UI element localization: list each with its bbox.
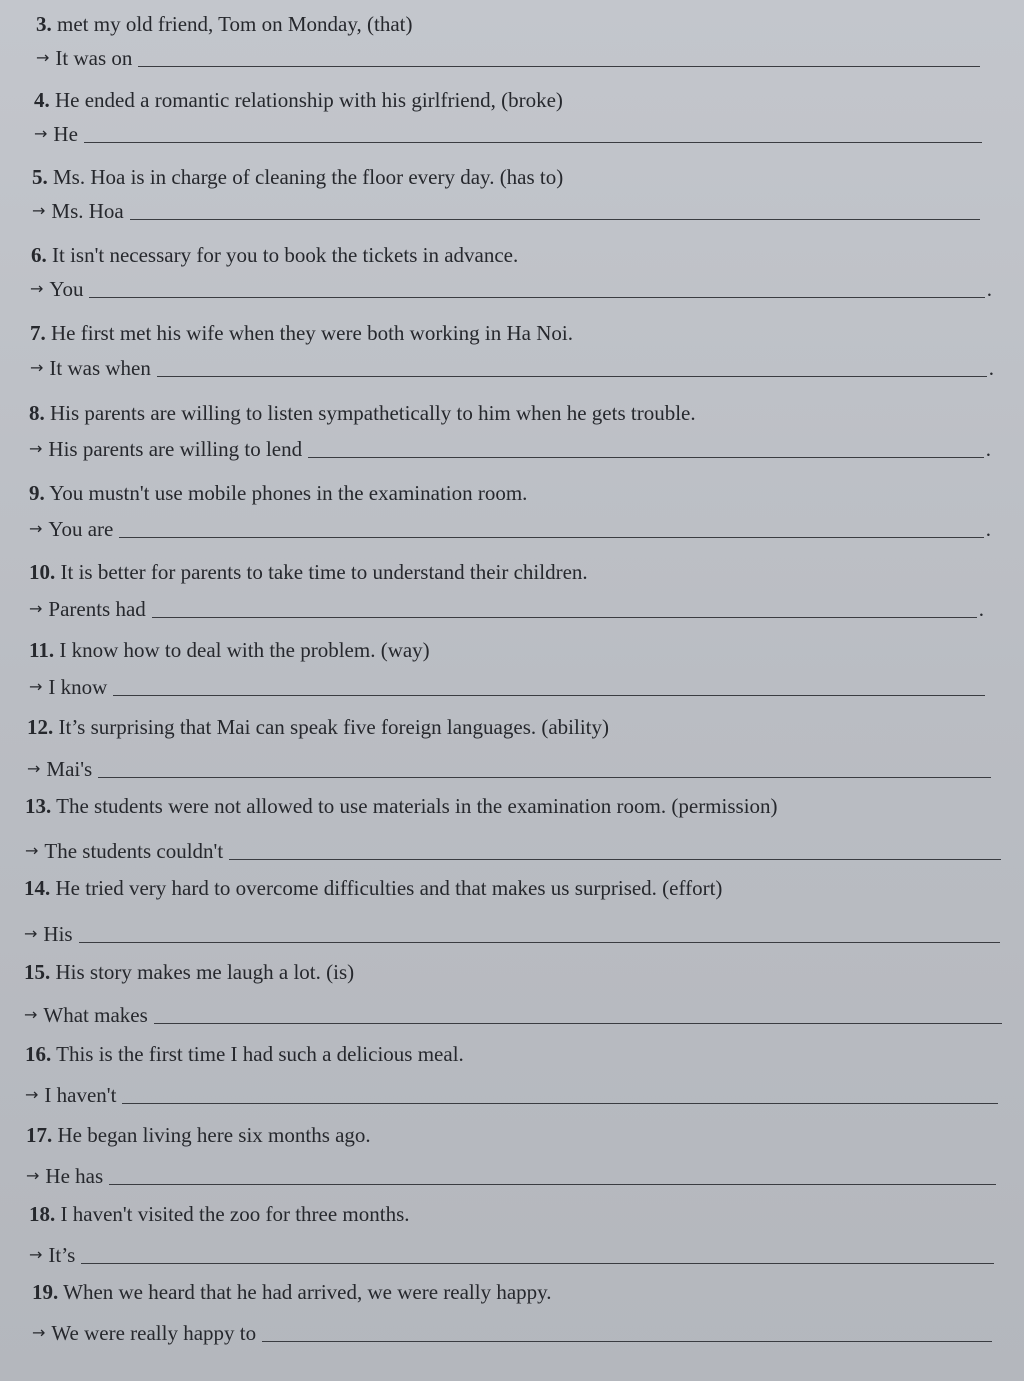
question-11: 11. I know how to deal with the problem. (way) <box>29 638 430 662</box>
answer-14: → His <box>24 921 1002 947</box>
answer-17: → He has <box>26 1163 998 1189</box>
question-6: 6. It isn't necessary for you to book the tickets in advance. <box>31 243 519 267</box>
answer-15: → What makes <box>24 1002 1004 1028</box>
answer-line[interactable] <box>152 616 977 618</box>
answer-line[interactable] <box>119 536 983 538</box>
question-8: 8. His parents are willing to listen sympathetically to him when he gets trouble. <box>29 401 696 425</box>
answer-16: → I haven't <box>25 1082 1000 1108</box>
answer-10: → Parents had . <box>29 597 984 621</box>
question-3: 3. met my old friend, Tom on Monday, (that) <box>36 12 413 36</box>
question-9: 9. You mustn't use mobile phones in the examination room. <box>29 481 528 505</box>
answer-line[interactable] <box>138 65 980 67</box>
answer-7: → It was when . <box>30 356 994 380</box>
answer-18: → It’s <box>29 1242 996 1268</box>
answer-6: → You . <box>30 277 992 301</box>
answer-line[interactable] <box>308 456 984 458</box>
answer-line[interactable] <box>262 1340 992 1342</box>
question-13: 13. The students were not allowed to use materials in the examination room. (permission) <box>25 794 778 818</box>
question-10: 10. It is better for parents to take time to understand their children. <box>29 560 588 584</box>
question-15: 15. His story makes me laugh a lot. (is) <box>24 960 355 984</box>
answer-12: → Mai's <box>27 756 993 782</box>
answer-line[interactable] <box>81 1262 994 1264</box>
answer-19: → We were really happy to <box>32 1320 994 1346</box>
answer-line[interactable] <box>229 858 1001 860</box>
answer-line[interactable] <box>122 1102 998 1104</box>
question-19: 19. When we heard that he had arrived, we were really happy. <box>32 1280 552 1304</box>
answer-line[interactable] <box>154 1022 1002 1024</box>
answer-4: → He <box>34 121 984 147</box>
question-18: 18. I haven't visited the zoo for three months. <box>29 1202 410 1226</box>
answer-line[interactable] <box>79 941 1000 943</box>
answer-line[interactable] <box>113 694 985 696</box>
question-16: 16. This is the first time I had such a delicious meal. <box>25 1042 464 1066</box>
answer-9: → You are . <box>29 517 991 541</box>
question-17: 17. He began living here six months ago. <box>26 1123 371 1147</box>
question-12: 12. It’s surprising that Mai can speak five foreign languages. (ability) <box>27 715 610 739</box>
answer-line[interactable] <box>84 141 982 143</box>
answer-5: → Ms. Hoa <box>32 198 982 224</box>
answer-13: → The students couldn't <box>25 838 1003 864</box>
question-14: 14. He tried very hard to overcome difficulties and that makes us surprised. (effort) <box>24 876 723 900</box>
answer-3: → It was on <box>36 45 982 71</box>
answer-line[interactable] <box>89 296 984 298</box>
question-7: 7. He first met his wife when they were both working in Ha Noi. <box>30 321 573 345</box>
answer-line[interactable] <box>98 776 991 778</box>
answer-line[interactable] <box>157 375 987 377</box>
question-5: 5. Ms. Hoa is in charge of cleaning the floor every day. (has to) <box>32 165 564 189</box>
answer-line[interactable] <box>130 218 980 220</box>
answer-line[interactable] <box>109 1183 996 1185</box>
question-4: 4. He ended a romantic relationship with his girlfriend, (broke) <box>34 88 563 112</box>
answer-8: → His parents are willing to lend . <box>29 437 991 461</box>
answer-11: → I know <box>29 674 987 700</box>
